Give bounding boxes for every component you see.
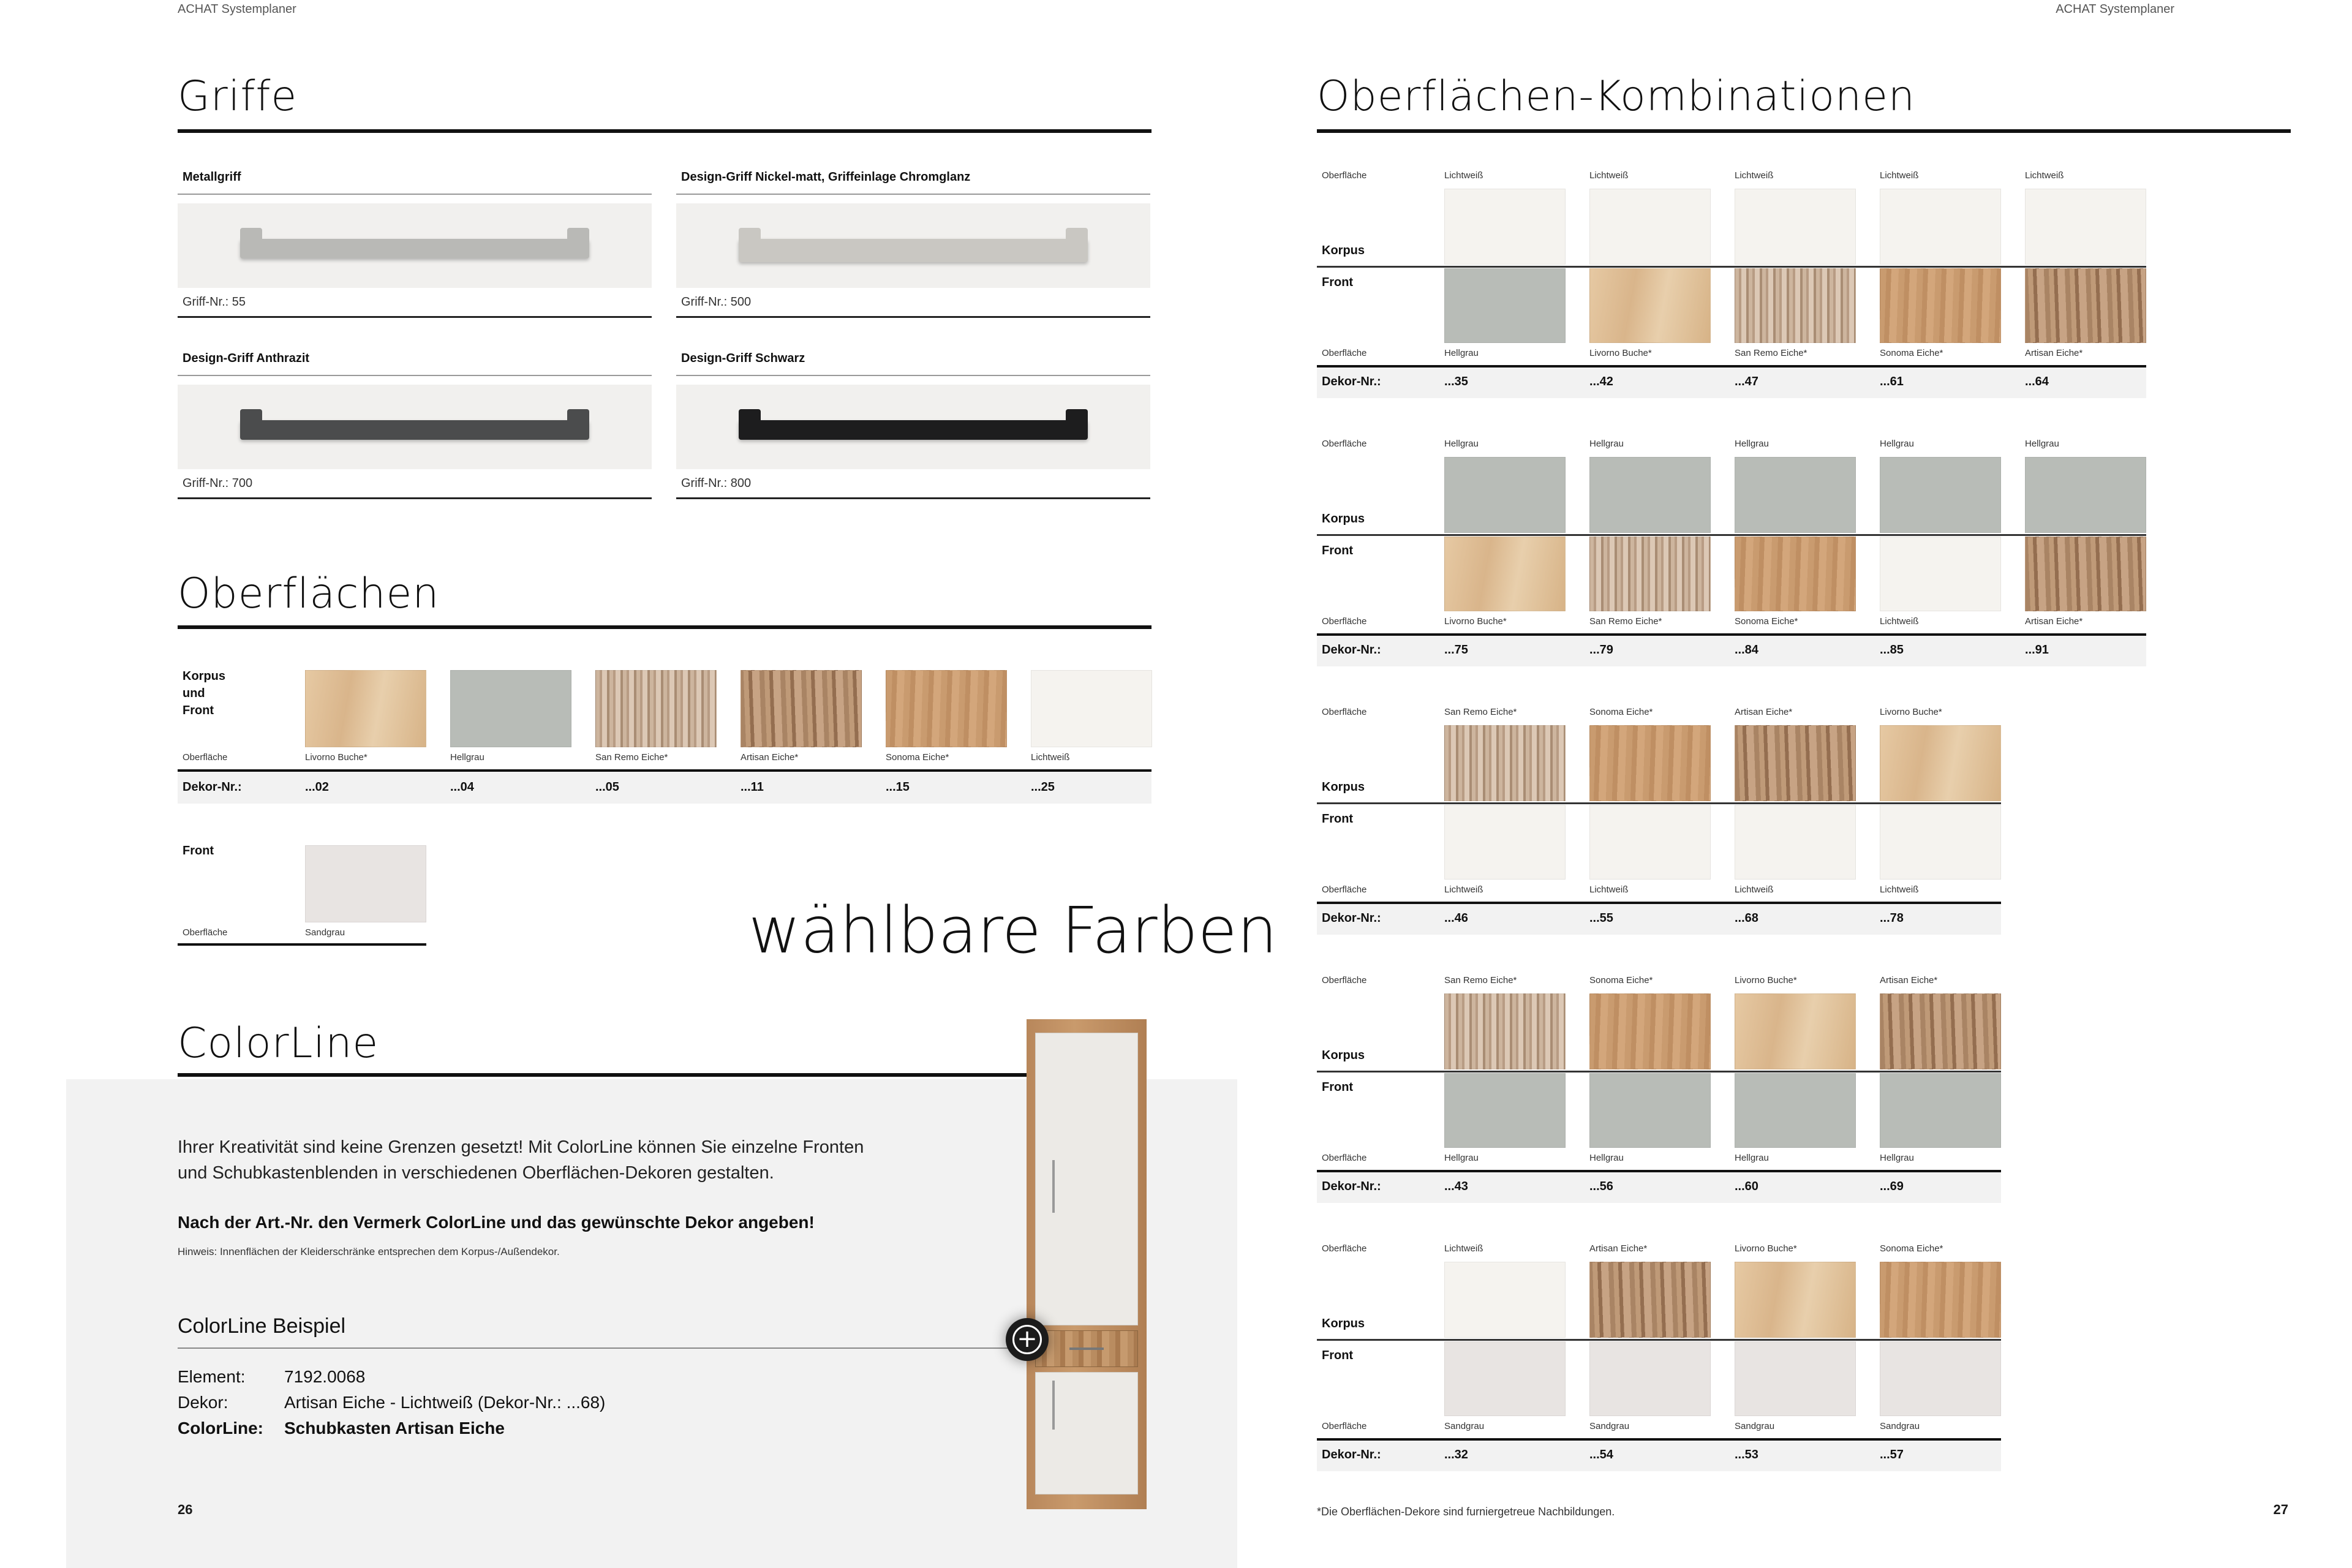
surface-swatch: [1031, 670, 1152, 747]
handle-leg-left: [739, 228, 761, 245]
front-swatch: [1880, 537, 2001, 611]
page-number-left: 26: [178, 1502, 193, 1517]
surface-dekor-nr: ...05: [595, 780, 619, 794]
korpus-decor-name: Lichtweiß: [1444, 170, 1483, 181]
colorline-intro: Ihrer Kreativität sind keine Grenzen gesetzt! Mit ColorLine können Sie einzelne Fronten und Schubkastenblenden in verschiedenen Oberflächen-Dekoren gestalten.: [178, 1137, 864, 1183]
oberflaechen-title-rule: [178, 625, 1152, 629]
korpus-und-front-label: Korpus und Front: [183, 669, 225, 717]
front-decor-name: San Remo Eiche*: [1589, 616, 1662, 627]
korpus-decor-name: Livorno Buche*: [1880, 707, 1942, 717]
kombi-title-rule: [1317, 129, 2291, 133]
surface-swatch-name: Livorno Buche*: [305, 752, 368, 763]
kombi-oberflaeche-label-bottom: Oberfläche: [1322, 1153, 1367, 1163]
handle-image: [739, 239, 1088, 262]
surface-swatch-name: Hellgrau: [450, 752, 484, 763]
kombi-dekor-nr: ...53: [1735, 1448, 1758, 1461]
korpus-decor-name: Lichtweiß: [1589, 170, 1629, 181]
front-swatch: [1589, 1341, 1711, 1416]
kombi-korpus-rule: [1317, 802, 2001, 804]
zoom-plus-button[interactable]: [1006, 1318, 1049, 1361]
kombi-korpus-label: Korpus: [1322, 780, 1365, 794]
korpus-decor-name: Hellgrau: [1589, 439, 1624, 449]
kombi-dekor-label: Dekor-Nr.:: [1322, 643, 1381, 657]
korpus-swatch: [1589, 457, 1711, 533]
korpus-decor-name: Sonoma Eiche*: [1589, 707, 1653, 717]
surface-swatch: [741, 670, 862, 747]
kombi-dekor-nr: ...84: [1735, 643, 1758, 657]
kombi-korpus-label: Korpus: [1322, 1049, 1365, 1062]
handle-name-rule: [676, 194, 1150, 195]
handle-leg-left: [240, 228, 262, 245]
front-swatch: [1589, 537, 1711, 611]
front-swatch: [1589, 1073, 1711, 1148]
korpus-swatch: [1444, 993, 1566, 1069]
front-swatch: [2025, 537, 2146, 611]
surface-swatch-name: San Remo Eiche*: [595, 752, 668, 763]
handle-name: Metallgriff: [183, 170, 241, 184]
front-swatch: [1880, 805, 2001, 880]
kombi-dekor-bg: [1317, 636, 2146, 666]
korpus-decor-name: San Remo Eiche*: [1444, 707, 1517, 717]
kombi-oberflaeche-label-bottom: Oberfläche: [1322, 348, 1367, 358]
front-rule: [178, 943, 426, 946]
front-decor-name: Livorno Buche*: [1589, 348, 1652, 358]
colorline-row-value: 7192.0068: [284, 1367, 366, 1386]
handle-number: Griff-Nr.: 55: [183, 295, 246, 309]
front-swatch: [1589, 805, 1711, 880]
handle-leg-right: [567, 409, 589, 426]
handle-name: Design-Griff Schwarz: [681, 352, 805, 365]
kombi-korpus-rule: [1317, 266, 2146, 268]
kombi-oberflaeche-label: Oberfläche: [1322, 707, 1367, 717]
handle-number-rule: [178, 316, 652, 318]
korpus-swatch: [1589, 189, 1711, 265]
korpus-decor-name: Hellgrau: [1735, 439, 1769, 449]
handle-name-rule: [676, 375, 1150, 376]
colorline-hinweis: Hinweis: Innenflächen der Kleiderschränke entsprechen dem Korpus-/Außendekor.: [178, 1246, 560, 1257]
front-swatch: [1880, 1073, 2001, 1148]
front-swatch: [1444, 1073, 1566, 1148]
kombi-dekor-nr: ...60: [1735, 1180, 1758, 1193]
front-swatch: [1880, 268, 2001, 343]
korpus-decor-name: Sonoma Eiche*: [1589, 975, 1653, 986]
korpus-swatch: [1444, 725, 1566, 801]
korpus-swatch: [2025, 457, 2146, 533]
front-swatch: [1735, 537, 1856, 611]
lower-door-handle: [1052, 1381, 1055, 1430]
front-decor-name: Sonoma Eiche*: [1735, 616, 1798, 627]
griffe-title: Griffe: [178, 72, 298, 121]
handle-number-rule: [676, 316, 1150, 318]
page-number-right: 27: [2273, 1502, 2288, 1517]
surface-swatch: [595, 670, 717, 747]
kombi-title: Oberflächen-Kombinationen: [1317, 72, 1915, 121]
kombi-dekor-nr: ...35: [1444, 375, 1468, 388]
surface-swatch-name: Sonoma Eiche*: [886, 752, 949, 763]
surface-swatch: [305, 670, 426, 747]
kombi-dekor-nr: ...46: [1444, 911, 1468, 925]
cabinet-illustration: [1027, 1019, 1147, 1509]
handle-image: [240, 420, 589, 440]
korpus-decor-name: Hellgrau: [1880, 439, 1914, 449]
kombi-oberflaeche-label: Oberfläche: [1322, 975, 1367, 986]
front-swatch: [1444, 1341, 1566, 1416]
running-head-right: ACHAT Systemplaner: [2056, 2, 2174, 16]
korpus-decor-name: Hellgrau: [1444, 439, 1479, 449]
front-decor-name: Sandgrau: [1444, 1421, 1485, 1431]
kombi-dekor-nr: ...78: [1880, 911, 1904, 925]
surface-dekor-nr: ...04: [450, 780, 474, 794]
kombi-front-label: Front: [1322, 544, 1354, 557]
korpus-decor-name: Livorno Buche*: [1735, 1243, 1797, 1254]
kombi-oberflaeche-label: Oberfläche: [1322, 1243, 1367, 1254]
kombi-korpus-label: Korpus: [1322, 1317, 1365, 1330]
surface-dekor-nr: ...15: [886, 780, 910, 794]
handle-number-rule: [178, 497, 652, 499]
kombi-korpus-rule: [1317, 534, 2146, 536]
colorline-title-rule: [178, 1073, 1047, 1077]
front-decor-name: Sandgrau: [1880, 1421, 1920, 1431]
korpus-decor-name: Lichtweiß: [1880, 170, 1919, 181]
korpus-decor-name: Hellgrau: [2025, 439, 2059, 449]
handle-name: Design-Griff Nickel-matt, Griffeinlage Chromglanz: [681, 170, 971, 184]
handle-number: Griff-Nr.: 800: [681, 477, 752, 490]
kombi-dekor-label: Dekor-Nr.:: [1322, 375, 1381, 388]
handle-leg-right: [1066, 228, 1088, 245]
kombi-dekor-nr: ...47: [1735, 375, 1758, 388]
kombi-korpus-label: Korpus: [1322, 512, 1365, 526]
korpus-decor-name: San Remo Eiche*: [1444, 975, 1517, 986]
kombi-front-label: Front: [1322, 276, 1354, 289]
drawer-handle: [1069, 1348, 1104, 1350]
oberflaeche-label: Oberfläche: [183, 752, 228, 763]
korpus-swatch: [1880, 725, 2001, 801]
surface-dekor-nr: ...11: [741, 780, 764, 794]
handle-leg-left: [739, 409, 761, 426]
dekor-label: Dekor-Nr.:: [183, 780, 242, 794]
kombi-oberflaeche-label-bottom: Oberfläche: [1322, 616, 1367, 627]
korpus-swatch: [1589, 1262, 1711, 1338]
oberflaechen-title: Oberflächen: [178, 570, 440, 618]
handle-number: Griff-Nr.: 700: [183, 477, 253, 490]
kombi-dekor-label: Dekor-Nr.:: [1322, 911, 1381, 925]
kombi-dekor-label: Dekor-Nr.:: [1322, 1180, 1381, 1193]
kombi-dekor-nr: ...85: [1880, 643, 1904, 657]
surface-dekor-nr: ...02: [305, 780, 329, 794]
waehlbare-farben-overlay: wählbare Farben: [748, 893, 1278, 968]
korpus-decor-name: Lichtweiß: [1735, 170, 1774, 181]
kombi-dekor-nr: ...69: [1880, 1180, 1904, 1193]
kombi-dekor-nr: ...91: [2025, 643, 2049, 657]
colorline-note: Nach der Art.-Nr. den Vermerk ColorLine und das gewünschte Dekor angeben!: [178, 1213, 815, 1232]
front-decor-name: Hellgrau: [1444, 348, 1479, 358]
running-head-left: ACHAT Systemplaner: [178, 2, 296, 16]
cabinet-lower-door: [1035, 1372, 1138, 1494]
surface-swatch: [450, 670, 571, 747]
korpus-swatch: [1880, 993, 2001, 1069]
korpus-decor-name: Sonoma Eiche*: [1880, 1243, 1943, 1254]
kombi-dekor-nr: ...42: [1589, 375, 1613, 388]
front-swatch: [1735, 805, 1856, 880]
front-decor-name: San Remo Eiche*: [1735, 348, 1807, 358]
kombi-front-label: Front: [1322, 812, 1354, 826]
front-decor-name: Lichtweiß: [1444, 884, 1483, 895]
korpus-swatch: [1735, 457, 1856, 533]
kombi-korpus-rule: [1317, 1071, 2001, 1072]
front-swatch: [1880, 1341, 2001, 1416]
korpus-swatch: [1735, 993, 1856, 1069]
front-decor-name: Sandgrau: [1589, 1421, 1630, 1431]
handle-leg-right: [1066, 409, 1088, 426]
colorline-title: ColorLine: [178, 1019, 379, 1068]
colorline-beispiel-title: ColorLine Beispiel: [178, 1314, 346, 1338]
korpus-swatch: [1444, 457, 1566, 533]
korpus-swatch: [1735, 725, 1856, 801]
kombi-dekor-nr: ...68: [1735, 911, 1758, 925]
front-decor-name: Hellgrau: [1880, 1153, 1914, 1163]
kombi-dekor-nr: ...56: [1589, 1180, 1613, 1193]
surface-swatch: [886, 670, 1007, 747]
front-decor-name: Artisan Eiche*: [2025, 616, 2083, 627]
colorline-row-key: ColorLine:: [178, 1419, 263, 1438]
kombi-korpus-label: Korpus: [1322, 244, 1365, 257]
front-decor-name: Livorno Buche*: [1444, 616, 1507, 627]
front-decor-name: Sonoma Eiche*: [1880, 348, 1943, 358]
korpus-swatch: [1735, 189, 1856, 265]
griffe-title-rule: [178, 129, 1152, 133]
front-swatch-name: Sandgrau: [305, 927, 345, 938]
kombi-dekor-nr: ...54: [1589, 1448, 1613, 1461]
korpus-swatch: [1444, 1262, 1566, 1338]
handle-leg-right: [567, 228, 589, 245]
korpus-swatch: [1589, 725, 1711, 801]
colorline-row-value: Schubkasten Artisan Eiche: [284, 1419, 505, 1438]
colorline-row-key: Element:: [178, 1367, 246, 1386]
surface-dekor-nr: ...25: [1031, 780, 1055, 794]
kombi-dekor-nr: ...57: [1880, 1448, 1904, 1461]
kombi-front-label: Front: [1322, 1349, 1354, 1362]
beispiel-rule: [178, 1348, 1029, 1349]
kombi-dekor-label: Dekor-Nr.:: [1322, 1448, 1381, 1461]
handle-image: [739, 420, 1088, 440]
kombi-dekor-nr: ...55: [1589, 911, 1613, 925]
surface-swatch-name: Lichtweiß: [1031, 752, 1070, 763]
front-swatch: [1444, 537, 1566, 611]
surface-swatch-name: Artisan Eiche*: [741, 752, 799, 763]
front-decor-name: Hellgrau: [1735, 1153, 1769, 1163]
handle-leg-left: [240, 409, 262, 426]
handle-name-rule: [178, 194, 652, 195]
kombi-oberflaeche-label: Oberfläche: [1322, 170, 1367, 181]
front-decor-name: Lichtweiß: [1589, 884, 1629, 895]
korpus-decor-name: Lichtweiß: [2025, 170, 2064, 181]
colorline-row-key: Dekor:: [178, 1393, 228, 1412]
front-decor-name: Lichtweiß: [1880, 616, 1919, 627]
kombi-dekor-nr: ...75: [1444, 643, 1468, 657]
korpus-swatch: [1880, 1262, 2001, 1338]
front-decor-name: Hellgrau: [1444, 1153, 1479, 1163]
korpus-swatch: [1589, 993, 1711, 1069]
korpus-swatch: [1735, 1262, 1856, 1338]
korpus-decor-name: Lichtweiß: [1444, 1243, 1483, 1254]
handle-name-rule: [178, 375, 652, 376]
front-label: Front: [183, 844, 214, 858]
kombi-oberflaeche-label-bottom: Oberfläche: [1322, 884, 1367, 895]
front-decor-name: Hellgrau: [1589, 1153, 1624, 1163]
kombi-dekor-nr: ...61: [1880, 375, 1904, 388]
front-swatch: [1735, 1073, 1856, 1148]
handle-name: Design-Griff Anthrazit: [183, 352, 310, 365]
korpus-decor-name: Livorno Buche*: [1735, 975, 1797, 986]
handle-number: Griff-Nr.: 500: [681, 295, 752, 309]
korpus-swatch: [1880, 457, 2001, 533]
korpus-swatch: [1444, 189, 1566, 265]
kombi-dekor-nr: ...64: [2025, 375, 2049, 388]
front-swatch: [1589, 268, 1711, 343]
front-swatch: [1444, 268, 1566, 343]
kombi-dekor-nr: ...32: [1444, 1448, 1468, 1461]
front-oberflaeche-label: Oberfläche: [183, 927, 228, 938]
korpus-swatch: [2025, 189, 2146, 265]
korpus-decor-name: Artisan Eiche*: [1735, 707, 1793, 717]
kombi-korpus-rule: [1317, 1339, 2001, 1341]
kombi-dekor-nr: ...43: [1444, 1180, 1468, 1193]
korpus-decor-name: Artisan Eiche*: [1880, 975, 1938, 986]
plus-icon: +: [1012, 1325, 1042, 1354]
front-swatch: [1735, 268, 1856, 343]
upper-door-handle: [1052, 1160, 1055, 1213]
footnote: *Die Oberflächen-Dekore sind furniergetreue Nachbildungen.: [1317, 1506, 1615, 1518]
front-decor-name: Lichtweiß: [1735, 884, 1774, 895]
kombi-front-label: Front: [1322, 1080, 1354, 1094]
front-decor-name: Sandgrau: [1735, 1421, 1775, 1431]
front-swatch: [1735, 1341, 1856, 1416]
korpus-swatch: [1880, 189, 2001, 265]
front-swatch: [1444, 805, 1566, 880]
swatch-sandgrau: [305, 845, 426, 922]
handle-image: [240, 239, 589, 258]
colorline-row-value: Artisan Eiche - Lichtweiß (Dekor-Nr.: ...68): [284, 1393, 606, 1412]
kombi-dekor-bg: [1317, 368, 2146, 398]
kombi-oberflaeche-label-bottom: Oberfläche: [1322, 1421, 1367, 1431]
kombi-oberflaeche-label: Oberfläche: [1322, 439, 1367, 449]
cabinet-upper-door: [1035, 1033, 1138, 1325]
korpus-decor-name: Artisan Eiche*: [1589, 1243, 1648, 1254]
kombi-dekor-nr: ...79: [1589, 643, 1613, 657]
front-decor-name: Artisan Eiche*: [2025, 348, 2083, 358]
handle-number-rule: [676, 497, 1150, 499]
front-decor-name: Lichtweiß: [1880, 884, 1919, 895]
front-swatch: [2025, 268, 2146, 343]
